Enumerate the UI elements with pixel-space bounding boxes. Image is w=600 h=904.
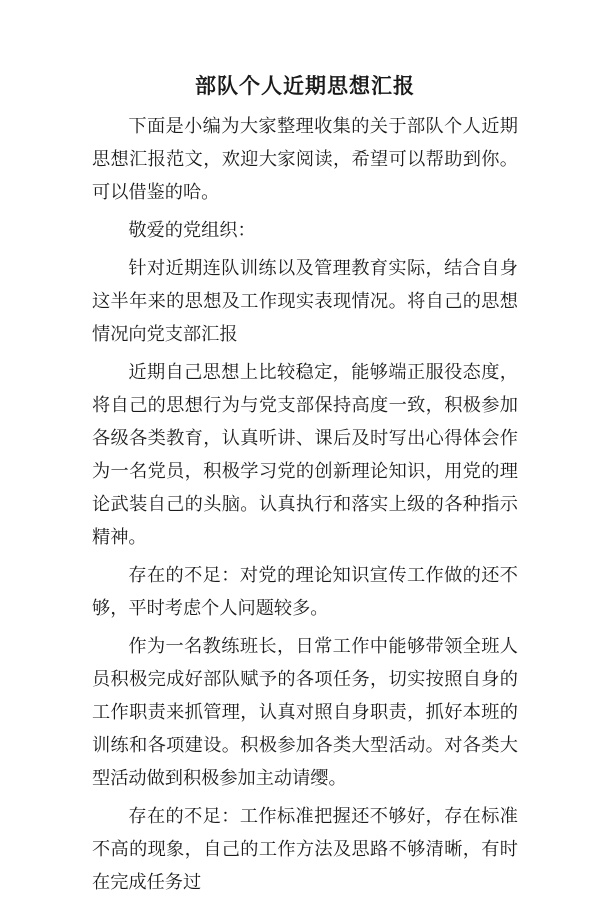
document-title: 部队个人近期思想汇报	[195, 73, 415, 98]
document-page	[92, 68, 518, 904]
body-paragraph: 存在的不足：对党的理论知识宣传工作做的还不够，平时考虑个人问题较多。	[92, 565, 518, 619]
salutation: 敬爱的党组织：	[128, 220, 256, 241]
body-paragraph: 存在的不足：工作标准把握还不够好，存在标准不高的现象，自己的工作方法及思路不够清晰，有时在完成任务过	[92, 806, 518, 893]
body-paragraph: 作为一名教练班长，日常工作中能够带领全班人员积极完成好部队赋予的各项任务，切实按照自身的工作职责来抓管理，认真对照自身职责，抓好本班的训练和各项建设。积极参加各类大型活动。对各类大型活动做到积极参加主动请缨。	[92, 636, 518, 789]
intro-paragraph: 下面是小编为大家整理收集的关于部队个人近期思想汇报范文，欢迎大家阅读，希望可以帮助到你。可以借鉴的哈。	[92, 116, 518, 203]
body-paragraph: 近期自己思想上比较稳定，能够端正服役态度，将自己的思想行为与党支部保持高度一致，积极参加各级各类教育，认真听讲、课后及时写出心得体会作为一名党员，积极学习党的创新理论知识，用党的理论武装自己的头脑。认真执行和落实上级的各种指示精神。	[92, 362, 518, 548]
body-paragraph: 针对近期连队训练以及管理教育实际，结合自身这半年来的思想及工作现实表现情况。将自己的思想情况向党支部汇报	[92, 258, 518, 345]
